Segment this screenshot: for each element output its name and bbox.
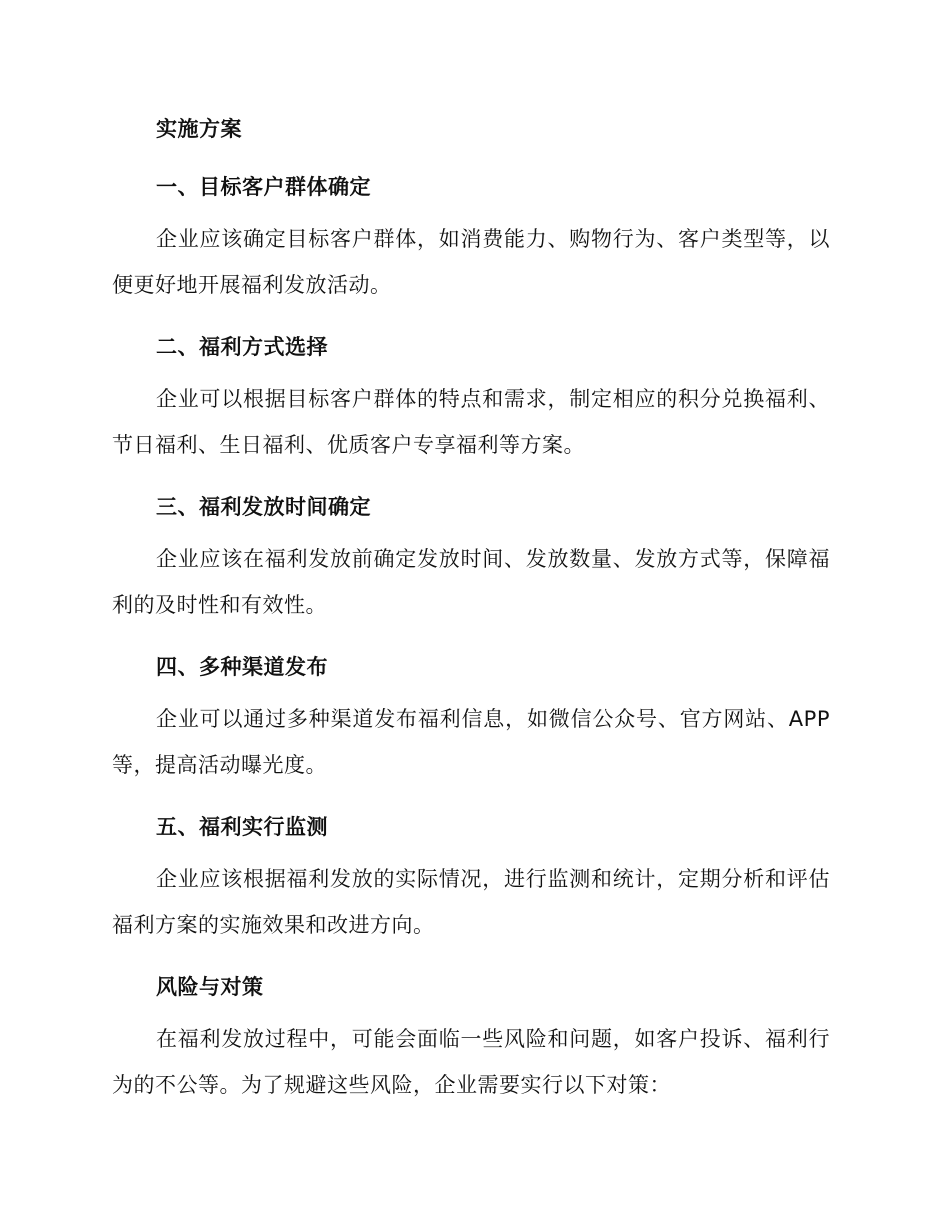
item-body-4: 企业可以通过多种渠道发布福利信息，如微信公众号、官方网站、APP等，提高活动曝光度。	[112, 707, 830, 777]
item-heading-2: 二、福利方式选择	[156, 335, 328, 359]
item-heading-1: 一、目标客户群体确定	[156, 175, 371, 199]
item-heading-4: 四、多种渠道发布	[156, 655, 328, 679]
risk-title: 风险与对策	[156, 975, 264, 999]
risk-body: 在福利发放过程中，可能会面临一些风险和问题，如客户投诉、福利行为的不公等。为了规避这些风险，企业需要实行以下对策：	[112, 1027, 830, 1097]
item-body-1: 企业应该确定目标客户群体，如消费能力、购物行为、客户类型等，以便更好地开展福利发放活动。	[112, 227, 830, 297]
item-heading-5: 五、福利实行监测	[156, 815, 328, 839]
item-body-3: 企业应该在福利发放前确定发放时间、发放数量、发放方式等，保障福利的及时性和有效性。	[112, 547, 830, 617]
item-body-2: 企业可以根据目标客户群体的特点和需求，制定相应的积分兑换福利、节日福利、生日福利、优质客户专享福利等方案。	[112, 387, 830, 457]
item-heading-3: 三、福利发放时间确定	[156, 495, 371, 519]
section-title: 实施方案	[156, 117, 242, 141]
item-body-5: 企业应该根据福利发放的实际情况，进行监测和统计，定期分析和评估福利方案的实施效果和改进方向。	[112, 867, 830, 937]
